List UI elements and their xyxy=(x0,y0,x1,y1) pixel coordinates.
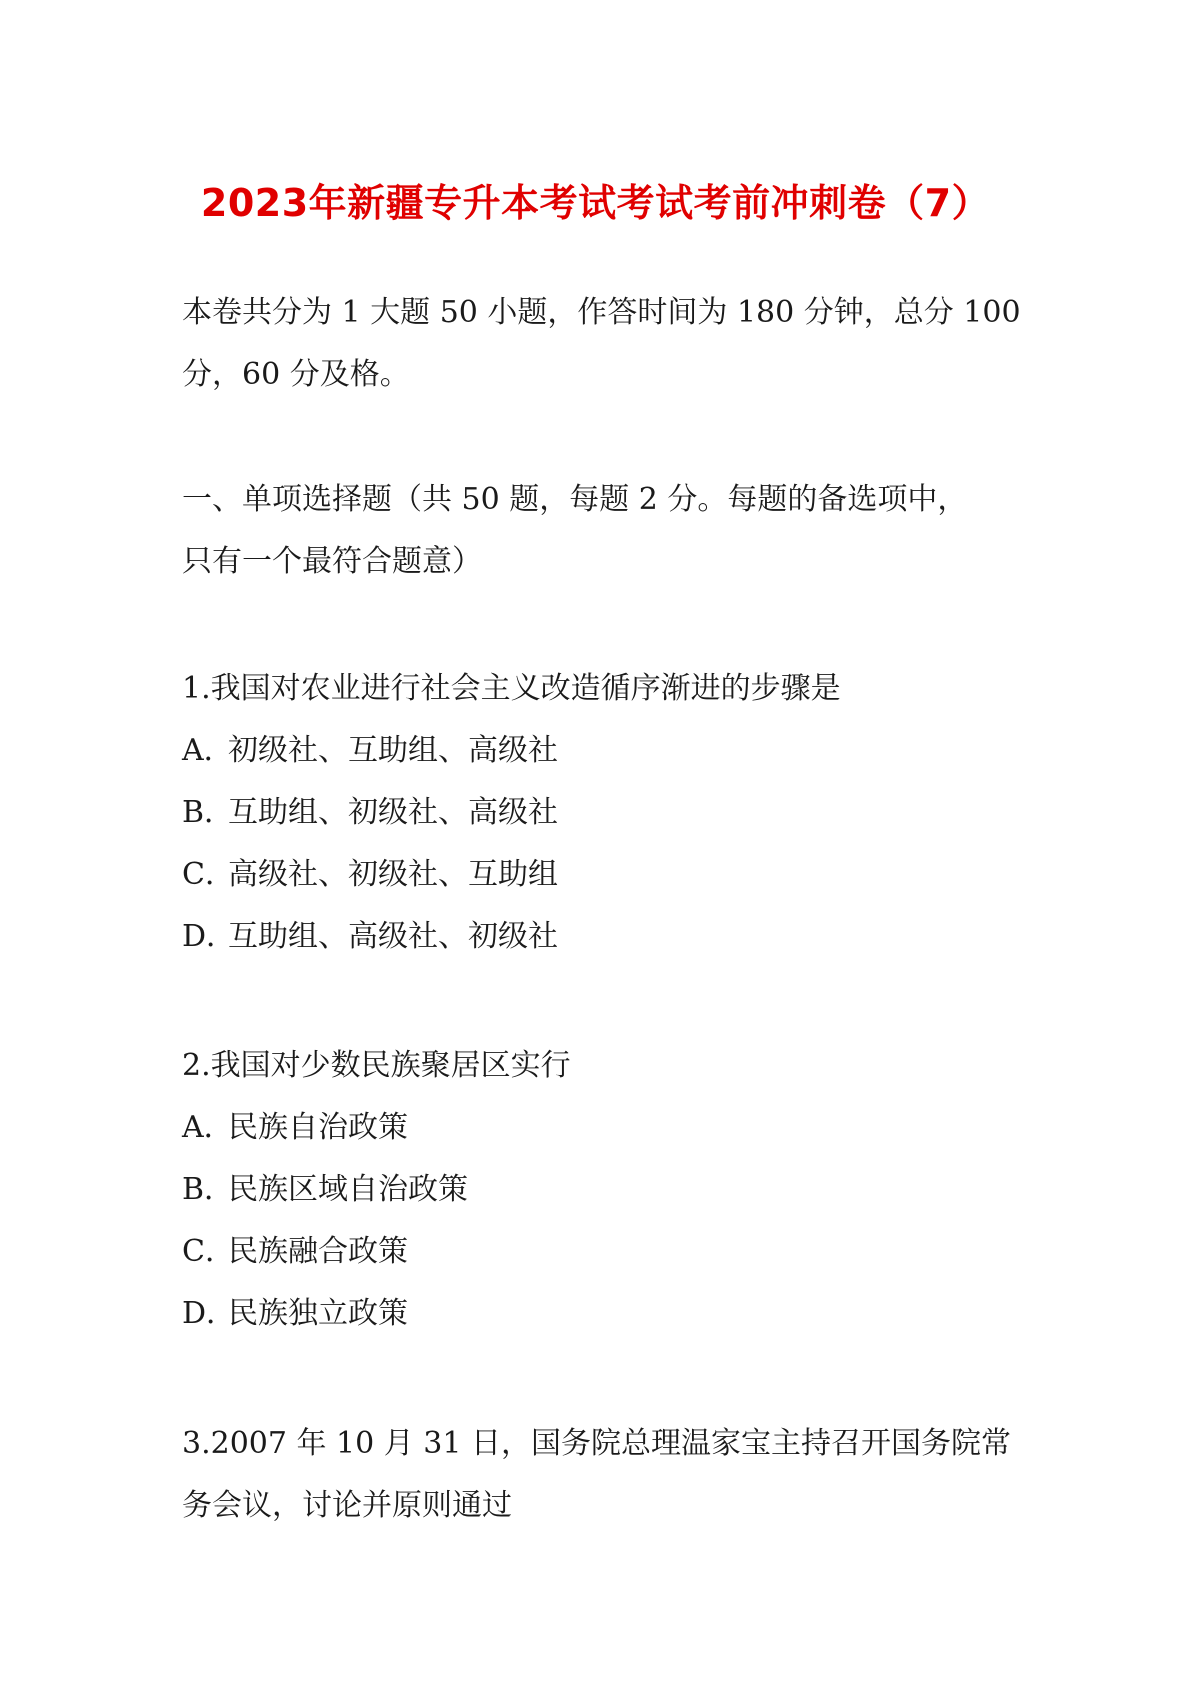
question-1 xyxy=(182,658,1022,968)
option-a xyxy=(182,1097,1022,1159)
option-b xyxy=(182,782,1022,844)
option-b xyxy=(182,1159,1022,1221)
option-letter: B． xyxy=(182,1172,235,1207)
option-text: 民族区域自治政策 xyxy=(228,1172,468,1207)
option-letter: C． xyxy=(182,1234,235,1269)
option-c xyxy=(182,1221,1022,1283)
option-c xyxy=(182,844,1022,906)
option-text: 民族自治政策 xyxy=(228,1110,408,1145)
question-stem: 2.我国对少数民族聚居区实行 xyxy=(182,1048,571,1083)
question-stem: 3.2007 年 10 月 31 日，国务院总理温家宝主持召开国务院常 xyxy=(182,1426,1011,1461)
question-2 xyxy=(182,1035,1022,1345)
section-heading-line: 一、单项选择题（共 50 题，每题 2 分。每题的备选项中， xyxy=(182,482,968,517)
question-stem: 1.我国对农业进行社会主义改造循序渐进的步骤是 xyxy=(182,671,841,706)
option-text: 民族独立政策 xyxy=(228,1296,408,1331)
option-text: 初级社、互助组、高级社 xyxy=(228,733,558,768)
option-letter: A． xyxy=(182,733,234,768)
option-letter: C． xyxy=(182,857,235,892)
document-title: 2023年新疆专升本考试考试考前冲刺卷（7） xyxy=(200,181,991,225)
option-letter: A． xyxy=(182,1110,234,1145)
option-a xyxy=(182,720,1022,782)
option-letter: D． xyxy=(182,919,237,954)
option-text: 高级社、初级社、互助组 xyxy=(228,857,558,892)
option-text: 互助组、高级社、初级社 xyxy=(228,919,558,954)
instructions-line: 分，60 分及格。 xyxy=(182,357,410,392)
option-text: 互助组、初级社、高级社 xyxy=(228,795,558,830)
option-text: 民族融合政策 xyxy=(228,1234,408,1269)
exam-instructions xyxy=(182,282,1022,406)
section-heading-line: 只有一个最符合题意） xyxy=(182,544,482,579)
question-stem: 务会议，讨论并原则通过 xyxy=(182,1488,512,1523)
option-letter: B． xyxy=(182,795,235,830)
option-d xyxy=(182,906,1022,968)
option-letter: D． xyxy=(182,1296,237,1331)
section-heading xyxy=(182,469,1022,593)
question-3 xyxy=(182,1413,1022,1537)
instructions-line: 本卷共分为 1 大题 50 小题，作答时间为 180 分钟，总分 100 xyxy=(182,295,1021,330)
option-d xyxy=(182,1283,1022,1345)
